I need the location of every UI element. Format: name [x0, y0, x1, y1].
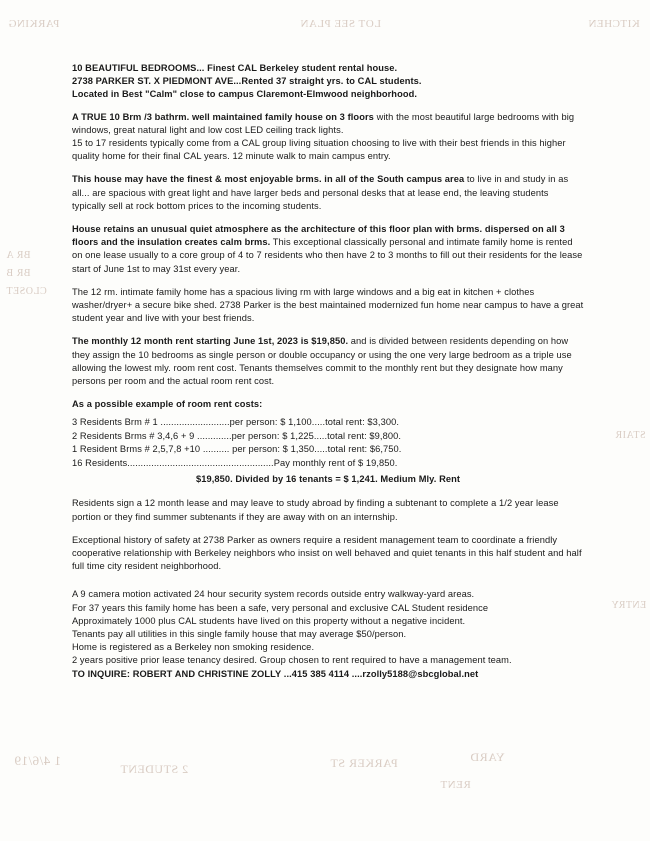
inquiry-contact-line: TO INQUIRE: ROBERT AND CHRISTINE ZOLLY ...415 385 4114 ....rzolly5188@sbcglobal.net: [72, 668, 479, 679]
paragraph-4-lead: House retains an unusual quiet atmosphere as the architecture of this floor plan with brms. dispersed on all 3 floors and the insulation creates calm brms.: [72, 224, 565, 248]
paragraph-3-lead: This house may have the finest & most enjoyable brms. in all of the South campus area: [72, 174, 465, 185]
scan-artifact-text: 2 STUDENT: [120, 762, 189, 776]
paragraph-2-text: 15 to 17 residents typically come from a CAL group living situation choosing to live with their best friends in this higher quality home for their final CAL years. 12 minute walk to main campus entry.: [72, 138, 566, 162]
rent-example-summary: $19,850. Divided by 16 tenants = $ 1,241. Medium Mly. Rent: [195, 474, 461, 485]
scan-artifact-text: YARD: [470, 750, 505, 764]
rent-example-heading: As a possible example of room rent costs:: [72, 399, 263, 410]
scan-artifact-text: PARKER ST: [330, 756, 398, 770]
paragraph-5: [72, 286, 584, 326]
final-line: Tenants pay all utilities in this single family house that may average $50/person.: [72, 628, 407, 639]
header-line-2: 2738 PARKER ST. X PIEDMONT AVE...Rented 37 straight yrs. to CAL students.: [72, 76, 422, 87]
scan-artifact-text: ENTRY: [610, 600, 646, 611]
closing-paragraph-2: Exceptional history of safety at 2738 Parker as owners require a resident management team to coordinate a friendly cooperative relationship with Berkeley neighbors who insist on well behaved and quiet tenants in this half student and half full time city resident neighborhood.: [72, 534, 582, 572]
paragraph-4-text: This exceptional classically personal and intimate family home is rented on one lease usually to a core group of 4 to 7 residents who then have 2 to 3 months to fill out their residents for the lease start of June 1st to may 31st every year.: [72, 237, 583, 274]
paragraph-1-lead: A TRUE 10 Brm /3 bathrm. well maintained family house on 3 floors: [72, 111, 374, 122]
paragraph-1-text: with the most beautiful large bedrooms with big windows, great natural light and low cost LED ceiling track lights.: [72, 111, 575, 135]
scan-artifact-text: STAIR: [615, 430, 646, 441]
closing-paragraph-1: Residents sign a 12 month lease and may leave to study abroad by finding a subtenant to complete a 1/2 year lease portion or they find summer subtenants if they are away with on an internship.: [72, 498, 559, 522]
paragraph-4: [72, 223, 584, 276]
final-line: Approximately 1000 plus CAL students have lived on this property without a negative incident.: [72, 615, 466, 626]
scan-artifact-text: KITCHEN: [588, 18, 640, 30]
scan-artifact-text: BR A: [6, 250, 31, 261]
document-body: [72, 62, 584, 681]
rent-example-line: 16 Residents.......................................................Pay monthly rent of $ 19,850.: [72, 457, 398, 468]
scan-artifact-text: RENT: [440, 779, 471, 791]
paragraph-6: [72, 335, 584, 388]
scan-artifact-text: CLOSET: [6, 286, 47, 297]
rent-example-line: 3 Residents Brm # 1 ..........................per person: $ 1,100.....total rent: $3,300.: [72, 417, 399, 428]
paragraph-2: [72, 137, 584, 163]
final-line: For 37 years this family home has been a safe, very personal and exclusive CAL Student residence: [72, 602, 489, 613]
paragraph-6-lead: The monthly 12 month rent starting June 1st, 2023 is $19,850.: [72, 336, 349, 347]
paragraph-5-text: The 12 rm. intimate family home has a spacious living rm with large windows and a big eat in kitchen + clothes washer/dryer+ a secure bike shed. 2738 Parker is the best maintained modernized fun home near campus to have a great student year and live with your best friends.: [72, 286, 584, 324]
header-line-1: 10 BEAUTIFUL BEDROOMS... Finest CAL Berkeley student rental house.: [72, 63, 398, 73]
scan-artifact-text: LOT SEE PLAN: [300, 18, 381, 30]
paragraph-1: [72, 111, 584, 137]
paragraph-6-text: and is divided between residents depending on how they assign the 10 bedrooms as single person or double occupancy or using the one very large bedroom as a triple use allowing the lowest mly. room rent cost. Tenants themselves commit to the monthly rent but they designate how many persons per room and the actual room rent cost.: [72, 336, 572, 387]
scan-artifact-text: BR B: [6, 268, 31, 279]
document-header: [72, 62, 584, 102]
header-line-3: Located in Best "Calm" close to campus Claremont-Elmwood neighborhood.: [72, 89, 418, 100]
final-line: Home is registered as a Berkeley non smoking residence.: [72, 642, 315, 653]
scan-artifact-text: 1 4/6/19: [14, 753, 61, 768]
final-line: 2 years positive prior lease tenancy desired. Group chosen to rent required to have a management team.: [72, 655, 512, 666]
rent-example-line: 2 Residents Brms # 3,4,6 + 9 .............per person: $ 1,225.....total rent: $9,800.: [72, 430, 402, 441]
final-line: A 9 camera motion activated 24 hour security system records outside entry walkway-yard areas.: [72, 589, 475, 600]
rent-example-line: 1 Resident Brms # 2,5,7,8 +10 .......... per person: $ 1,350.....total rent: $6,750.: [72, 444, 402, 455]
paragraph-3-text: to live in and study in as all... are spacious with great light and have larger beds and personal desks that at lease end, the leaving students typically sell at rock bottom prices to the incoming students.: [72, 174, 569, 211]
scan-artifact-text: PARKING: [8, 18, 60, 30]
paragraph-3: [72, 173, 584, 213]
